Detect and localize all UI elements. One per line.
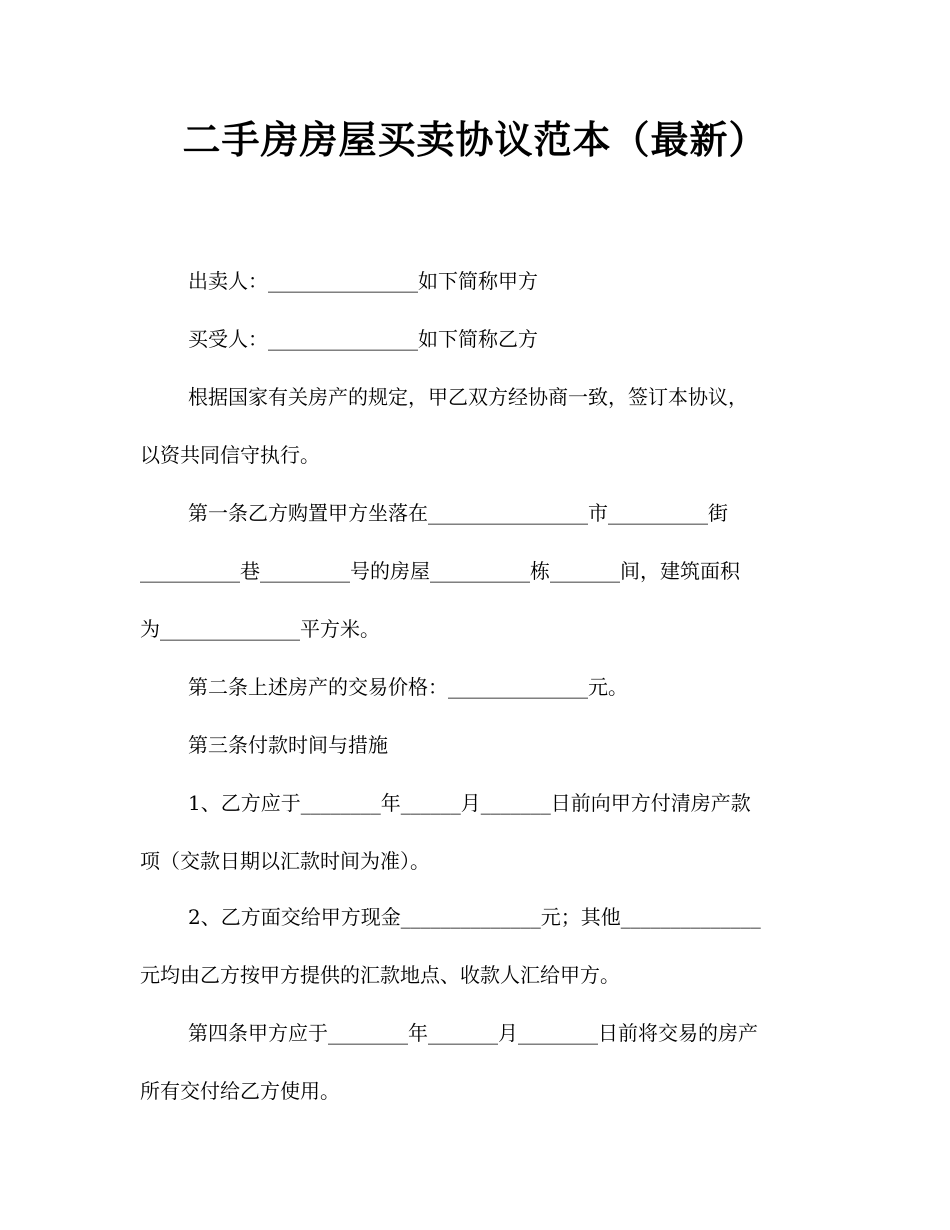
article-2-line: 第二条上述房产的交易价格：______________元。 bbox=[188, 675, 628, 699]
article-3-heading: 第三条付款时间与措施 bbox=[188, 733, 388, 757]
preamble-line-1: 根据国家有关房产的规定，甲乙双方经协商一致，签订本协议， bbox=[188, 385, 748, 409]
article-3-item-2-line-2: 元均由乙方按甲方提供的汇款地点、收款人汇给甲方。 bbox=[140, 963, 620, 987]
article-4-line-2: 所有交付给乙方使用。 bbox=[140, 1079, 340, 1103]
article-4-line-1: 第四条甲方应于________年_______月________日前将交易的房产 bbox=[188, 1021, 758, 1045]
preamble-line-2: 以资共同信守执行。 bbox=[140, 443, 320, 467]
article-1-line-1: 第一条乙方购置甲方坐落在________________市__________街 bbox=[188, 501, 728, 525]
buyer-line: 买受人：_______________如下简称乙方 bbox=[188, 327, 538, 351]
article-3-item-2-line-1: 2、乙方面交给甲方现金______________元；其他______________ bbox=[188, 905, 761, 929]
article-1-line-3: 为______________平方米。 bbox=[140, 617, 380, 641]
article-1-line-2: __________巷_________号的房屋__________栋_______间，建筑面积 bbox=[140, 559, 740, 583]
article-3-item-1-line-1: 1、乙方应于________年______月_______日前向甲方付清房产款 bbox=[188, 791, 751, 815]
article-3-item-1-line-2: 项（交款日期以汇款时间为准）。 bbox=[140, 849, 430, 873]
seller-line: 出卖人：_______________如下简称甲方 bbox=[188, 269, 538, 293]
document-title: 二手房房屋买卖协议范本（最新） bbox=[182, 117, 768, 162]
